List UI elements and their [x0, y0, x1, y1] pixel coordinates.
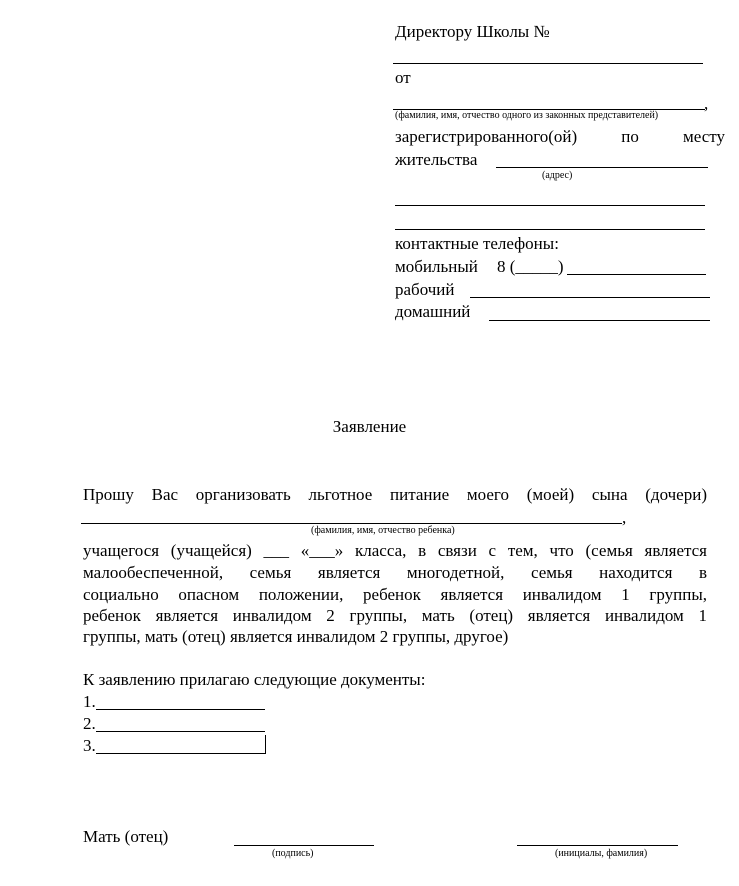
home-label: домашний — [395, 302, 471, 321]
body-line-6: группы, мать (отец) является инвалидом 2 группы, другое) — [83, 627, 509, 646]
phones-label: контактные телефоны: — [395, 234, 559, 253]
document-item-1-line[interactable] — [96, 709, 265, 710]
body-line-2: учащегося (учащейся) ___ «___» класса, в связи с тем, что (семья является — [83, 541, 707, 560]
by-word: по — [621, 127, 639, 146]
mobile-label: мобильный — [395, 257, 478, 276]
home-phone-line[interactable] — [489, 320, 710, 321]
registered-line — [395, 127, 725, 147]
document-item-2-number: 2. — [83, 714, 96, 733]
address-line-2[interactable] — [395, 205, 705, 206]
body-line-3: малообеспеченной, семья является многодетной, семья находится в — [83, 563, 707, 582]
work-label: рабочий — [395, 280, 455, 299]
registered-word: зарегистрированного(ой) — [395, 127, 578, 146]
address-hint: (адрес) — [542, 170, 573, 181]
parent-comma: , — [704, 94, 709, 113]
document-item-3-cursor — [265, 735, 266, 754]
signature-line[interactable] — [234, 845, 374, 846]
document-item-1-number: 1. — [83, 692, 96, 711]
from-label: от — [395, 68, 411, 87]
signature-label: Мать (отец) — [83, 827, 169, 846]
documents-heading: К заявлению прилагаю следующие документы: — [83, 670, 426, 689]
document-item-2-line[interactable] — [96, 731, 265, 732]
child-comma: , — [622, 508, 627, 527]
body-line-5: ребенок является инвалидом 2 группы, мать (отец) является инвалидом 1 — [83, 606, 707, 625]
residence-label: жительства — [395, 150, 478, 169]
work-phone-line[interactable] — [470, 297, 710, 298]
parent-name-hint: (фамилия, имя, отчество одного из законных представителей) — [395, 110, 659, 121]
signature-hint: (подпись) — [272, 848, 314, 859]
school-number-line[interactable] — [393, 63, 703, 64]
document-item-3-line[interactable] — [96, 753, 265, 754]
child-name-hint: (фамилия, имя, отчество ребенка) — [311, 525, 455, 536]
initials-line[interactable] — [517, 845, 678, 846]
addressee: Директору Школы № — [395, 22, 550, 41]
body-line-1: Прошу Вас организовать льготное питание моего (моей) сына (дочери) — [83, 485, 707, 504]
address-line-3[interactable] — [395, 229, 705, 230]
document-title: Заявление — [332, 417, 407, 436]
child-name-line[interactable] — [81, 523, 622, 524]
address-line-1[interactable] — [496, 167, 708, 168]
mobile-prefix: 8 (_____) — [497, 257, 564, 276]
mobile-phone-line[interactable] — [567, 274, 706, 275]
document-item-3-number: 3. — [83, 736, 96, 755]
place-word: месту — [683, 127, 725, 146]
initials-hint: (инициалы, фамилия) — [555, 848, 648, 859]
body-line-4: социально опасном положении, ребенок является инвалидом 1 группы, — [83, 585, 707, 604]
